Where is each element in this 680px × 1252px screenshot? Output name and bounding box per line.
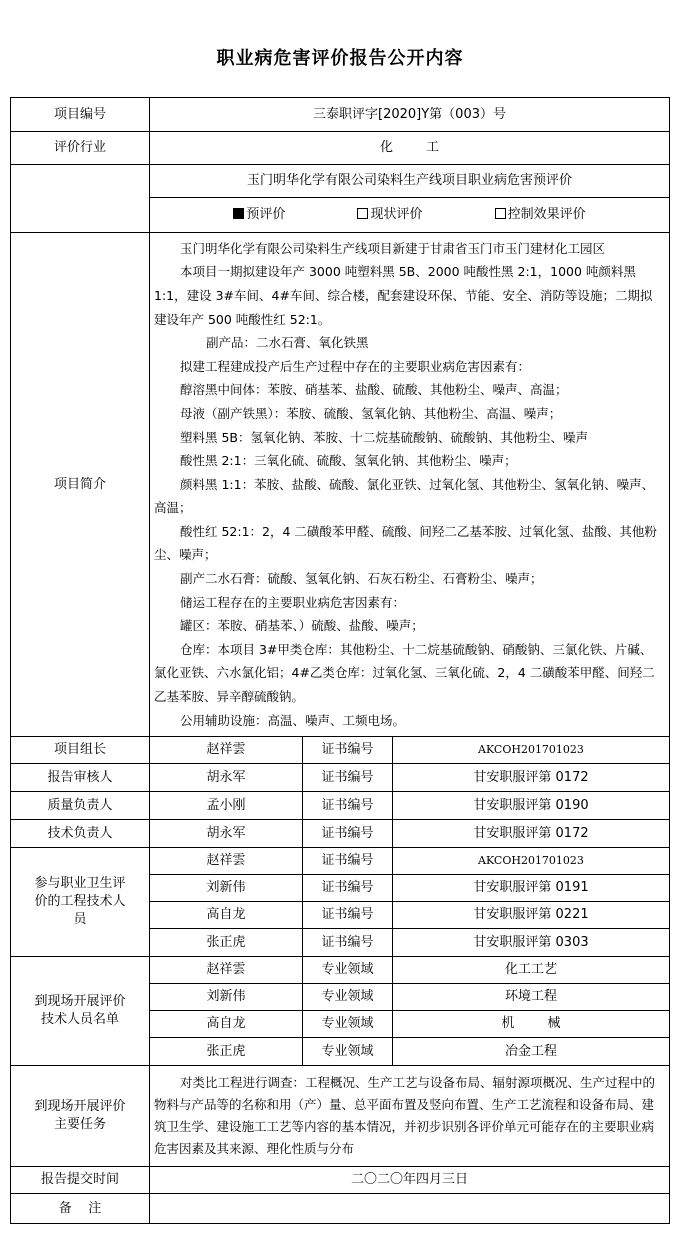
intro-paragraph: 罐区：苯胺、硝基苯、）硫酸、盐酸、噪声； [180, 618, 424, 634]
cert-label: 证书编号 [303, 902, 393, 929]
role-label: 技术负责人 [11, 820, 150, 848]
field-label: 专业领域 [303, 957, 393, 984]
intro-label: 项目简介 [11, 233, 150, 737]
role-name: 赵祥雲 [150, 737, 303, 764]
onsite-field: 环境工程 [393, 984, 670, 1011]
industry-label: 评价行业 [11, 132, 150, 165]
project-no-label: 项目编号 [11, 98, 150, 132]
page-title: 职业病危害评价报告公开内容 [216, 48, 464, 69]
remark-label: 备 注 [11, 1194, 150, 1224]
intro-paragraph: 公用辅助设施：高温、噪声、工频电场。 [180, 712, 406, 728]
intro-content [150, 233, 670, 737]
cert-label: 证书编号 [303, 848, 393, 875]
field-label: 专业领域 [303, 984, 393, 1011]
report-table [10, 97, 670, 1224]
cert-label: 证书编号 [303, 875, 393, 902]
field-label: 专业领域 [303, 1038, 393, 1066]
cert-label: 证书编号 [303, 929, 393, 957]
onsite-field: 机 械 [393, 1011, 670, 1038]
role-name: 胡永军 [150, 820, 303, 848]
field-label: 专业领域 [303, 1011, 393, 1038]
tasks-content: 对类比工程进行调查：工程概况、生产工艺与设备布局、辐射源项概况、生产过程中的物料与产品等的名称和用（产）量、总平面布置及竖向布置、生产工艺流程和设备布局、建筑卫生学、建设施工工艺等内容的基本情况，并初步识别各评价单元可能存在的主要职业病危害因素及其来源、理化性质与分布 [150, 1066, 670, 1167]
participant-name: 赵祥雲 [150, 848, 303, 875]
participant-cert: 甘安职服评第 0191 [393, 875, 670, 902]
participant-cert: 甘安职服评第 0221 [393, 902, 670, 929]
role-name: 孟小刚 [150, 792, 303, 820]
onsite-field: 冶金工程 [393, 1038, 670, 1066]
role-cert: 甘安职服评第 0172 [393, 820, 670, 848]
role-cert: AKCOH201701023 [393, 737, 670, 764]
intro-paragraph: 酸性红 52:1：2，4 二磺酸苯甲醛、硫酸、间羟二乙基苯胺、过氧化氢、盐酸、其他粉尘、噪声； [154, 523, 657, 563]
role-label: 项目组长 [11, 737, 150, 764]
eval-type-options [150, 198, 670, 233]
project-name: 玉门明华化学有限公司染料生产线项目职业病危害预评价 [150, 165, 670, 198]
intro-paragraph: 塑料黑 5B：氢氧化钠、苯胺、十二烷基硫酸钠、硫酸钠、其他粉尘、噪声 [180, 429, 589, 445]
intro-paragraph: 酸性黑 2:1：三氧化硫、硫酸、氢氧化钠、其他粉尘、噪声； [180, 453, 517, 469]
tasks-label: 到现场开展评价主要任务 [11, 1066, 150, 1167]
role-label: 质量负责人 [11, 792, 150, 820]
onsite-name: 张正虎 [150, 1038, 303, 1066]
intro-paragraph: 储运工程存在的主要职业病危害因素有： [180, 594, 406, 610]
industry-value: 化 工 [150, 132, 670, 165]
intro-paragraph: 醇溶黑中间体：苯胺、硝基苯、盐酸、硫酸、其他粉尘、噪声、高温； [180, 382, 568, 398]
onsite-label: 到现场开展评价技术人员名单 [11, 957, 150, 1066]
eval-type-pre[interactable]: 预评价 [233, 206, 285, 224]
unchecked-box-icon [357, 208, 368, 219]
role-cert: 甘安职服评第 0190 [393, 792, 670, 820]
participant-cert: AKCOH201701023 [393, 848, 670, 875]
eval-type-current[interactable]: 现状评价 [357, 206, 422, 224]
role-cert: 甘安职服评第 0172 [393, 764, 670, 792]
intro-paragraph: 副产品：二水石膏、氧化铁黑 [206, 335, 369, 351]
project-no-value: 三泰职评字[2020]Y第（003）号 [150, 98, 670, 132]
intro-paragraph: 母液（副产铁黑）：苯胺、硫酸、氢氧化钠、其他粉尘、高温、噪声； [180, 405, 562, 421]
participant-name: 刘新伟 [150, 875, 303, 902]
submit-value: 二〇二〇年四月三日 [150, 1167, 670, 1194]
intro-paragraph: 拟建工程建成投产后生产过程中存在的主要职业病危害因素有： [180, 358, 531, 374]
onsite-field: 化工工艺 [393, 957, 670, 984]
eval-type-control[interactable]: 控制效果评价 [495, 206, 586, 224]
participants-label: 参与职业卫生评价的工程技术人员 [11, 848, 150, 957]
cert-label: 证书编号 [303, 764, 393, 792]
cert-label: 证书编号 [303, 792, 393, 820]
participant-cert: 甘安职服评第 0303 [393, 929, 670, 957]
unchecked-box-icon [495, 208, 506, 219]
checked-box-icon [233, 208, 244, 219]
intro-paragraph: 本项目一期拟建设年产 3000 吨塑料黑 5B、2000 吨酸性黑 2:1，1000 吨颜料黑 1:1，建设 3#车间、4#车间、综合楼，配套建设环保、节能、安全、消防等设施；二期拟建设年产 500 吨酸性红 52:1。 [154, 264, 653, 327]
remark-value [150, 1194, 670, 1224]
intro-paragraph: 副产二水石膏：硫酸、氢氧化钠、石灰石粉尘、石膏粉尘、噪声； [180, 571, 543, 587]
onsite-name: 高自龙 [150, 1011, 303, 1038]
role-label: 报告审核人 [11, 764, 150, 792]
intro-paragraph: 玉门明华化学有限公司染料生产线项目新建于甘肃省玉门市玉门建材化工园区 [180, 240, 606, 256]
intro-paragraph: 仓库：本项目 3#甲类仓库：其他粉尘、十二烷基硫酸钠、硝酸钠、三氯化铁、片碱、氯化亚铁、六水氯化铝；4#乙类仓库：过氧化氢、三氧化硫、2，4 二磺酸苯甲醛、间羟二乙基苯胺、异辛醇硫酸钠。 [154, 641, 655, 705]
cert-label: 证书编号 [303, 737, 393, 764]
onsite-name: 刘新伟 [150, 984, 303, 1011]
onsite-name: 赵祥雲 [150, 957, 303, 984]
participant-name: 张正虎 [150, 929, 303, 957]
role-name: 胡永军 [150, 764, 303, 792]
participant-name: 高自龙 [150, 902, 303, 929]
intro-paragraph: 颜料黑 1:1：苯胺、盐酸、硫酸、氯化亚铁、过氧化氢、其他粉尘、氢氧化钠、噪声、高温； [154, 476, 655, 516]
cert-label: 证书编号 [303, 820, 393, 848]
project-name-blank-cell [11, 165, 150, 233]
submit-label: 报告提交时间 [11, 1167, 150, 1194]
